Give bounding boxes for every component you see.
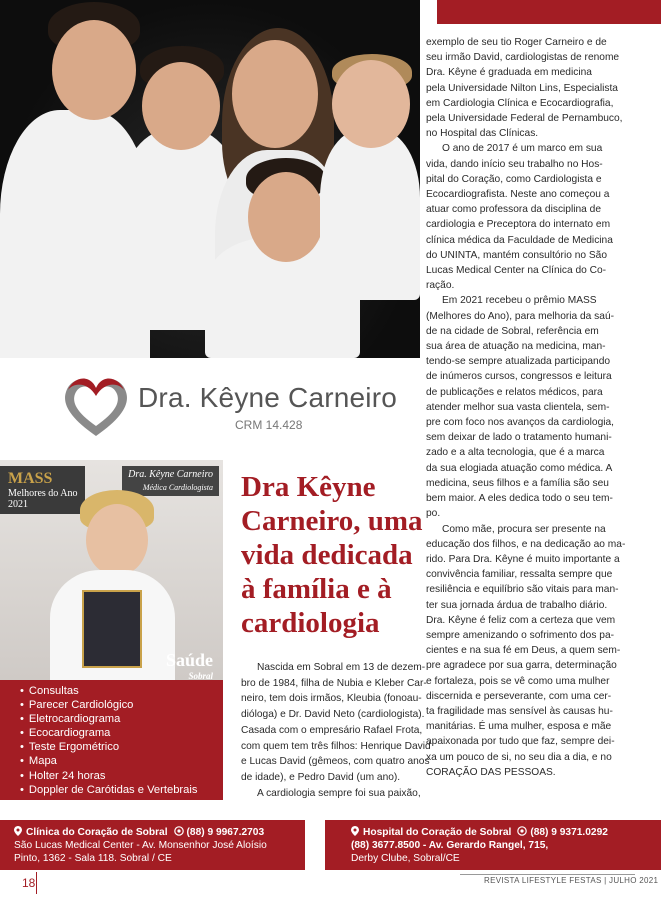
mass-award-sign (0, 466, 85, 514)
saude-text: Saúde (165, 650, 213, 670)
right-column-line: medicina, seus filhos e a família são seu (426, 477, 609, 489)
right-column-line: de na cidade de Sobral, referência em (426, 325, 599, 337)
right-column-line: de publicações e relatos médicos, para (426, 386, 603, 398)
right-column-line: pital do Coração, como Cardiologista e (426, 173, 602, 185)
doctor-photo (0, 460, 223, 680)
dr-sign-name: Dra. Kêyne Carneiro (128, 469, 213, 480)
right-column-line: ta fragilidade mas sensível às causas hu- (426, 705, 613, 717)
hospital-phone[interactable]: (88) 9 9371.0292 (530, 827, 608, 838)
footer-hospital (325, 820, 661, 870)
page-number-divider (36, 872, 37, 894)
heart-logo-icon (60, 372, 132, 440)
right-column-line: da sua elogiada atuação como médica. A (426, 462, 613, 474)
right-column-line: sem deixar de lado o tratamento humani- (426, 432, 612, 444)
mass-sign-title: MASS (8, 470, 53, 487)
right-column-line: sempre amenizando o sofrimento dos pa- (426, 629, 615, 641)
clinic-address-line: Pinto, 1362 - Sala 118. Sobral / CE (14, 853, 172, 864)
right-column-line: vida, dando início seu trabalho no Hos- (426, 158, 603, 170)
right-column-line: O ano de 2017 é um marco em sua (442, 143, 603, 155)
headline-line: Dra Kêyne (241, 471, 376, 503)
right-column-text (426, 35, 626, 780)
right-column-line: seu irmão David, cardiologistas de renome (426, 52, 620, 64)
dr-sign-title: Médica Cardiologista (142, 483, 213, 492)
hospital-name: Hospital do Coração de Sobral (363, 827, 512, 838)
clinic-name: Clínica do Coração de Sobral (26, 827, 168, 838)
right-column-line: apaixonada por tudo que faz, sempre dei- (426, 736, 615, 748)
right-column-line: xa um pouco de si, no seu dia a dia, e no (426, 751, 612, 763)
headline-line: Carneiro, uma (241, 505, 423, 537)
logo-name: Dra. Kêyne Carneiro (138, 382, 398, 413)
right-column-line: resiliência e equilíbrio são vitais para man- (426, 584, 619, 596)
right-column-line: exemplo de seu tio Roger Carneiro e de (426, 37, 607, 48)
right-column-line: Dra. Kêyne é graduada em medicina (426, 67, 592, 79)
location-pin-icon (14, 826, 22, 836)
right-column-line: cientes e na sua fé em Deus, a quem sem- (426, 645, 621, 657)
mass-sign-year: 2021 (8, 498, 28, 510)
right-column-line: pre agradece por sua garra, determinação (426, 660, 617, 672)
whatsapp-icon (517, 826, 527, 836)
right-column-line: no Hospital das Clínicas. (426, 128, 539, 140)
right-column-line: Dra. Kêyne é feliz com a certeza que vem (426, 614, 616, 626)
right-column-line: Lucas Medical Center na Clínica do Co- (426, 265, 607, 277)
page-number: 18 (22, 876, 36, 890)
intro-line: A cardiologia sempre foi sua paixão, (257, 787, 421, 799)
hospital-address-line: (88) 3677.8500 - Av. Gerardo Rangel, 715, (351, 840, 549, 851)
right-column-line: ter sua jornada árdua de trabalho diário. (426, 599, 608, 611)
saude-logo (166, 650, 213, 680)
right-column-line: pela Universidade Federal de Pernambuco, (426, 113, 623, 125)
right-column-line: convivência familiar, ressalta sempre que (426, 569, 613, 581)
service-item: • Holter 24 horas (20, 769, 213, 783)
intro-line: Casada com o empresário Rafael Frota, (241, 724, 423, 736)
service-item: • Ecocardiograma (20, 726, 213, 740)
services-list (0, 680, 223, 800)
intro-line: com quem tem três filhos: Henrique David (241, 740, 431, 752)
right-column-line: Em 2021 recebeu o prêmio MASS (442, 295, 597, 307)
right-column-line: discernida e perseverante, com uma cer- (426, 690, 612, 702)
right-column-line: Ecocardiografista. Neste ano começou a (426, 189, 610, 201)
intro-line: e Lucas David (gêmeos, com quatro anos (241, 756, 430, 768)
family-photo (0, 0, 420, 358)
intro-line: dióloga) e Dr. David Neto (cardiologista). (241, 709, 425, 721)
right-column-line: po. (426, 508, 441, 520)
mass-sign-subtitle: Melhores do Ano (8, 487, 78, 499)
right-column-line: bem maior. A eles dedica todo o seu tem- (426, 493, 613, 505)
right-column-line: sua área de atuação na medicina, man- (426, 341, 606, 353)
article-headline (241, 470, 426, 640)
right-column-line: atuar como professora da disciplina de (426, 204, 601, 216)
intro-paragraph (241, 660, 431, 801)
right-column-line: pela Universidade Nilton Lins, Especialista (426, 82, 618, 94)
right-column-line: clínica médica da Faculdade de Medicina (426, 234, 613, 246)
right-column-line: em Cardiologia Clínica e Ecocardiografia, (426, 97, 614, 109)
doctor-name-sign (122, 466, 219, 496)
intro-line: de idade), e Pedro David (um ano). (241, 771, 401, 783)
intro-line: neiro, tem dois irmãos, Kleubia (fonoau- (241, 693, 422, 705)
right-column-line: ração. (426, 280, 455, 292)
right-column-line: do UNINTA, mantém consultório no São (426, 249, 608, 261)
logo (60, 372, 420, 442)
saude-subtext: Sobral (188, 671, 213, 680)
headline-line: cardiologia (241, 607, 380, 639)
right-column-line: pre com foco nos avanços da cardiologia, (426, 417, 615, 429)
right-column-line: manitárias. É uma mulher, esposa e mãe (426, 721, 612, 733)
service-item: • Parecer Cardiológico (20, 698, 213, 712)
right-column-line: tendo-se sempre atualizada participando (426, 356, 611, 368)
intro-line: bro de 1984, filha de Nubia e Kleber Car- (241, 677, 427, 689)
service-item: • Doppler de Carótidas e Vertebrais (20, 783, 213, 797)
right-column-line: CORAÇÃO DAS PESSOAS. (426, 766, 556, 778)
top-red-bar (437, 0, 661, 24)
magazine-credit: REVISTA LIFESTYLE FESTAS | JULHO 2021 (484, 876, 659, 885)
right-column-line: Como mãe, procura ser presente na (442, 523, 606, 535)
hospital-address-line: Derby Clube, Sobral/CE (351, 853, 460, 864)
right-column-line: cardiologia e Preceptora do internato em (426, 219, 611, 231)
right-column-line: educação dos filhos, e na dedicação ao ma- (426, 538, 626, 550)
intro-line: Nascida em Sobral em 13 de dezem- (257, 662, 426, 673)
right-column-line: de inúmeros cursos, congressos e leitura (426, 371, 612, 383)
service-item: • Teste Ergométrico (20, 740, 213, 754)
service-item: • Consultas (20, 684, 213, 698)
crm-number: CRM 14.428 (235, 418, 303, 432)
magazine-divider (460, 874, 635, 875)
right-column-line: (Melhores do Ano), para melhoria da saú- (426, 310, 615, 322)
right-column-line: zado e a alta tecnologia, que é a marca (426, 447, 605, 459)
right-column-line: e fortaleza, pois se vê como uma mulher (426, 675, 610, 687)
service-item: • Eletrocardiograma (20, 712, 213, 726)
headline-line: à família e à (241, 573, 392, 605)
location-pin-icon (351, 826, 359, 836)
footer-clinic (0, 820, 305, 870)
right-column-line: rido. Para Dra. Kêyne é muito importante a (426, 553, 620, 565)
headline-line: vida dedicada (241, 539, 413, 571)
service-item: • Mapa (20, 754, 213, 768)
clinic-phone[interactable]: (88) 9 9967.2703 (186, 827, 265, 838)
right-column-line: atender melhor sua vasta clientela, sem- (426, 401, 610, 413)
clinic-address-line: São Lucas Medical Center - Av. Monsenhor José Aloísio (14, 840, 267, 851)
whatsapp-icon (174, 826, 184, 836)
